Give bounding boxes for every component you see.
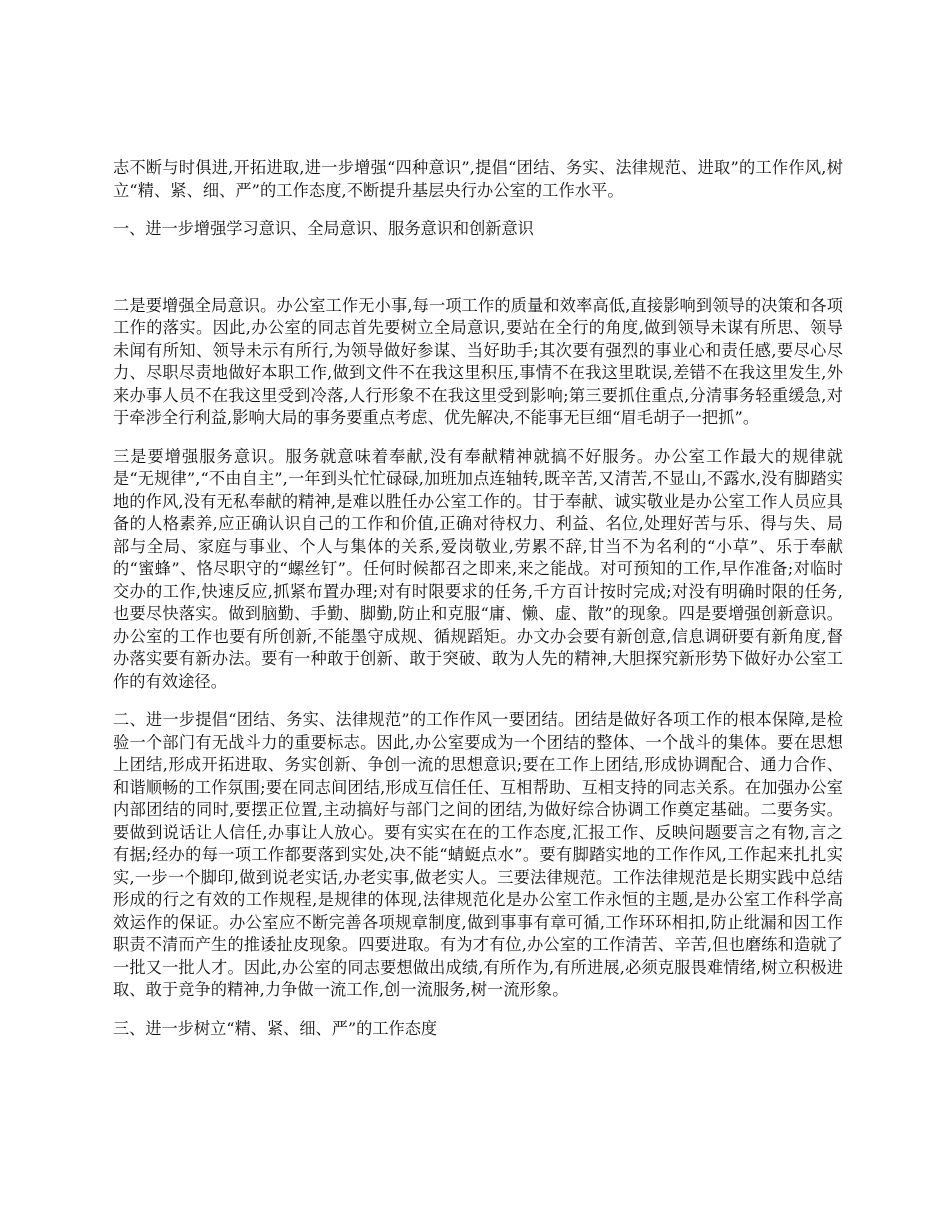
service-awareness-paragraph: 三是要增强服务意识。服务就意味着奉献,没有奉献精神就搞不好服务。办公室工作最大的规律就是“无规律”,“不由自主”,一年到头忙忙碌碌,加班加点连轴转,既辛苦,又清苦,不显山,不露水,没有脚踏实地的作风,没有无私奉献的精神,是难以胜任办公室工作的。甘于奉献、诚实敬业是办公室工作人员应具备的人格素养,应正确认识自己的工作和价值,正确对待权力、利益、名位,处理好苦与乐、得与失、局部与全局、家庭与事业、个人与集体的关系,爱岗敬业,劳累不辞,甘当不为名利的“小草”、乐于奉献的“蜜蜂”、恪尽职守的“螺丝钉”。任何时候都召之即来,来之能战。对可预知的工作,早作准备;对临时交办的工作,快速反应,抓紧布置办理;对有时限要求的任务,千方百计按时完成;对没有明确时限的任务,也要尽快落实。做到脑勤、手勤、脚勤,防止和克服“庸、懒、虚、散”的现象。四是要增强创新意识。办公室的工作也要有所创新,不能墨守成规、循规蹈矩。办文办会要有新创意,信息调研要有新角度,督办落实要有新办法。要有一种敢于创新、敢于突破、敢为人先的精神,大胆探究新形势下做好办公室工作的有效途径。 [113,446,843,691]
unity-pragmatism-paragraph: 二、进一步提倡“团结、务实、法律规范”的工作作风一要团结。团结是做好各项工作的根本保障,是检验一个部门有无战斗力的重要标志。因此,办公室要成为一个团结的整体、一个战斗的集体。要在思想上团结,形成开拓进取、务实创新、争创一流的思想意识;要在工作上团结,形成协调配合、通力合作、和谐顺畅的工作氛围;要在同志间团结,形成互信任任、互相帮助、互相支持的同志关系。在加强办公室内部团结的同时,要摆正位置,主动搞好与部门之间的团结,为做好综合协调工作奠定基础。二要务实。要做到说话让人信任,办事让人放心。要有实实在在的工作态度,汇报工作、反映问题要言之有物,言之有据;经办的每一项工作都要落到实处,决不能“蜻蜓点水”。要有脚踏实地的工作作风,工作起来扎扎实实,一步一个脚印,做到说老实话,办老实事,做老实人。三要法律规范。工作法律规范是长期实践中总结形成的行之有效的工作规程,是规律的体现,法律规范化是办公室工作永恒的主题,是办公室工作科学高效运作的保证。办公室应不断完善各项规章制度,做到事事有章可循,工作环环相扣,防止纰漏和因工作职责不清而产生的推诿扯皮现象。四要进取。有为才有位,办公室的工作清苦、辛苦,但也磨练和造就了一批又一批人才。因此,办公室的同志要想做出成绩,有所作为,有所进展,必须克服畏难情绪,树立积极进取、敢于竞争的精神,力争做一流工作,创一流服务,树一流形象。 [113,710,843,999]
document-body [113,157,843,1040]
section-3-heading: 三、进一步树立“精、紧、细、严”的工作态度 [113,1018,438,1038]
intro-paragraph: 志不断与时俱进,开拓进取,进一步增强“四种意识”,提倡“团结、务实、法律规范、进取”的工作作风,树立“精、紧、细、严”的工作态度,不断提升基层央行办公室的工作水平。 [113,158,843,200]
section-1-heading: 一、进一步增强学习意识、全局意识、服务意识和创新意识 [113,219,534,238]
global-awareness-paragraph: 二是要增强全局意识。办公室工作无小事,每一项工作的质量和效率高低,直接影响到领导的决策和各项工作的落实。因此,办公室的同志首先要树立全局意识,要站在全行的角度,做到领导未谋有所思、领导未闻有所知、领导未示有所行,为领导做好参谋、当好助手;其次要有强烈的事业心和责任感,要尽心尽力、尽职尽责地做好本职工作,做到文件不在我这里积压,事情不在我这里耽误,差错不在我这里发生,外来办事人员不在我这里受到冷落,人行形象不在我这里受到影响;第三要抓住重点,分清事务轻重缓急,对于牵涉全行利益,影响大局的事务要重点考虑、优先解决,不能事无巨细“眉毛胡子一把抓”。 [113,295,843,427]
